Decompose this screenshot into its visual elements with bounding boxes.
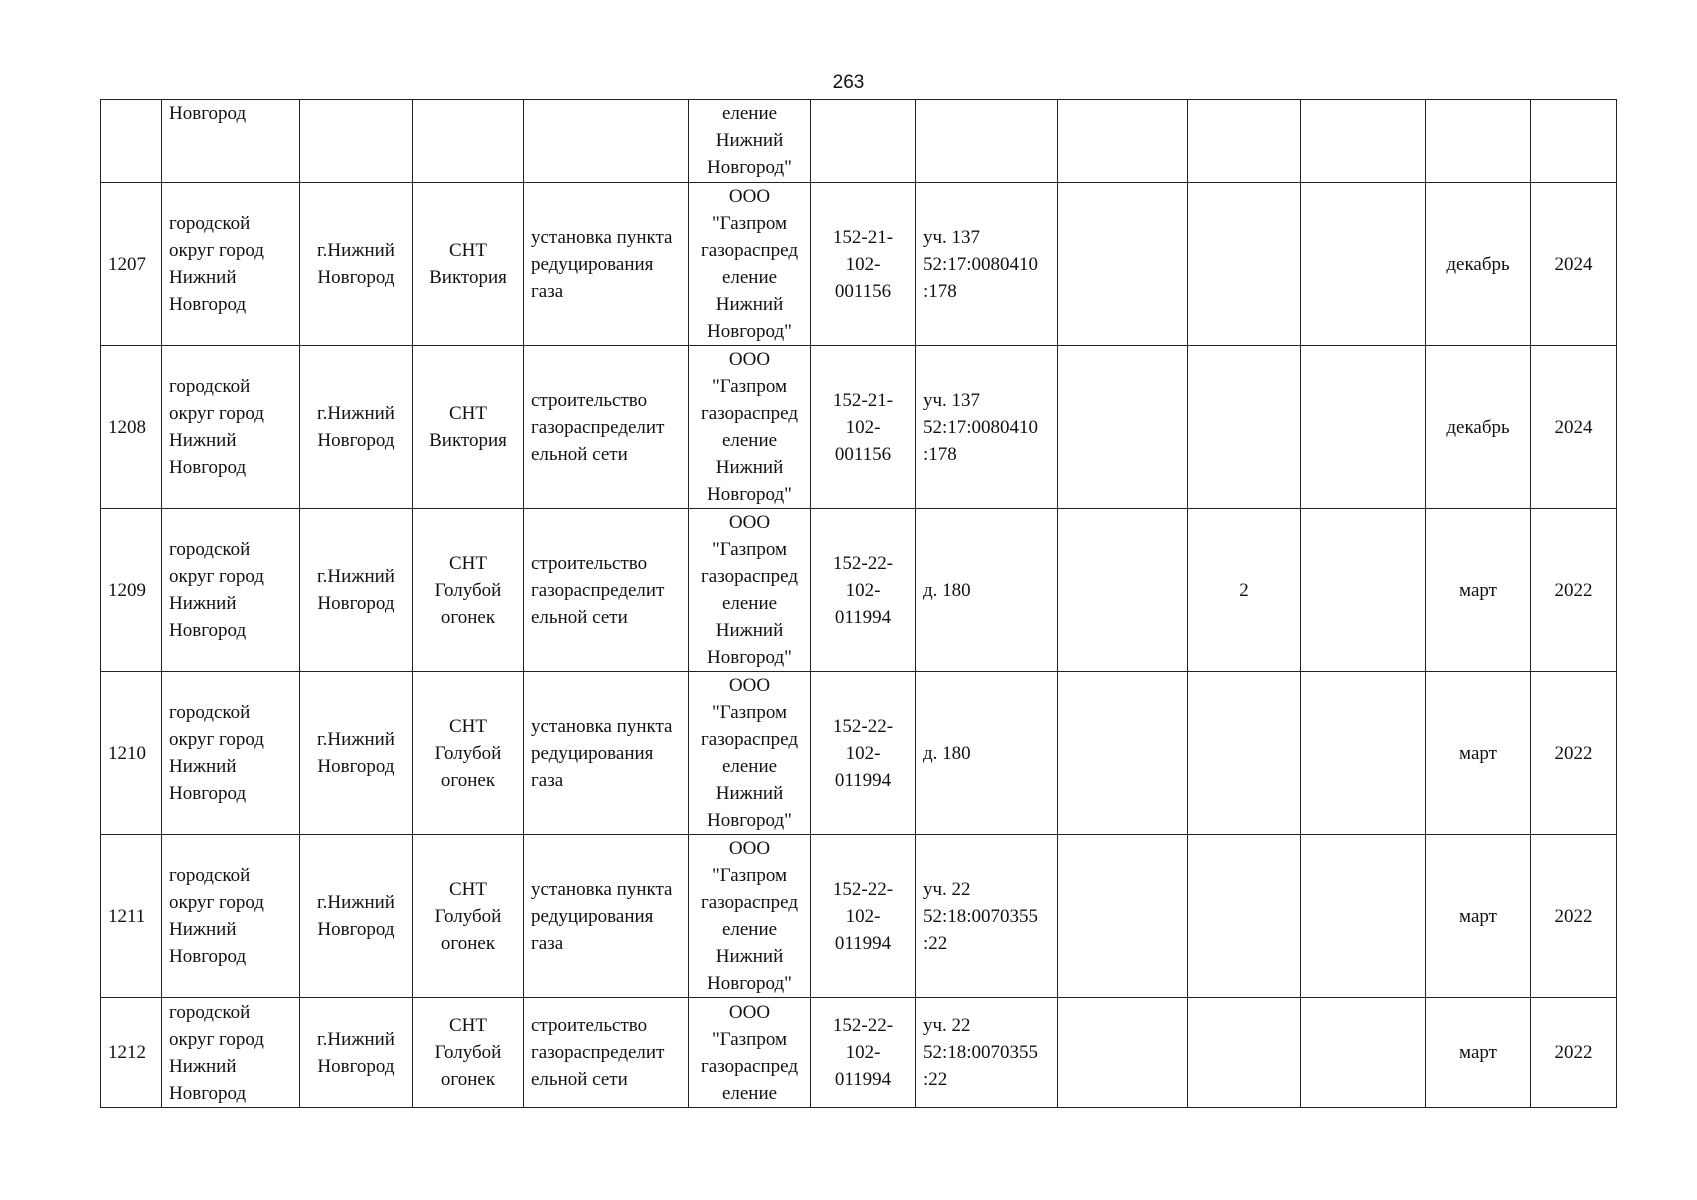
cell-object: СНТ Виктория (413, 183, 524, 346)
cell-col11 (1301, 346, 1426, 509)
cell-object: СНТ Виктория (413, 346, 524, 509)
cell-address: уч. 22 52:18:0070355 :22 (916, 998, 1058, 1108)
table-row-continuation (101, 100, 1617, 183)
cell-tu-number: 152-22-102-011994 (811, 509, 916, 672)
cell-col9 (1058, 509, 1188, 672)
cell-address (916, 100, 1058, 183)
cell-month (1426, 100, 1531, 183)
cell-col11 (1301, 998, 1426, 1108)
cell-work: строительство газораспределит ельной сети (524, 346, 689, 509)
table-rows (101, 183, 1617, 1108)
cell-object: СНТ Голубой огонек (413, 998, 524, 1108)
cell-col10 (1188, 835, 1301, 998)
cell-col9 (1058, 835, 1188, 998)
cell-object (413, 100, 524, 183)
cell-col9 (1058, 672, 1188, 835)
cell-year: 2022 (1531, 835, 1617, 998)
cell-col11 (1301, 183, 1426, 346)
cell-work: установка пункта редуцирования газа (524, 672, 689, 835)
cell-col11 (1301, 835, 1426, 998)
cell-month: март (1426, 835, 1531, 998)
table-row (101, 509, 1617, 672)
cell-address: уч. 137 52:17:0080410 :178 (916, 346, 1058, 509)
cell-district: городской округ город Нижний Новгород (162, 509, 300, 672)
cell-city: г.Нижний Новгород (300, 998, 413, 1108)
cell-col9 (1058, 346, 1188, 509)
cell-work: строительство газораспределит ельной сети (524, 998, 689, 1108)
cell-district: городской округ город Нижний Новгород (162, 346, 300, 509)
cell-district: Новгород (162, 100, 300, 183)
cell-organization: ООО "Газпром газораспред еление Нижний Новгород" (689, 346, 811, 509)
cell-organization: ООО "Газпром газораспред еление Нижний Новгород" (689, 183, 811, 346)
cell-col9 (1058, 100, 1188, 183)
cell-address: д. 180 (916, 672, 1058, 835)
cell-col10 (1188, 346, 1301, 509)
cell-year: 2022 (1531, 672, 1617, 835)
cell-tu-number: 152-22-102-011994 (811, 998, 916, 1108)
cell-col10 (1188, 998, 1301, 1108)
cell-address: д. 180 (916, 509, 1058, 672)
cell-organization: ООО "Газпром газораспред еление Нижний Новгород" (689, 672, 811, 835)
cell-col9 (1058, 998, 1188, 1108)
cell-organization: ООО "Газпром газораспред еление Нижний Новгород" (689, 835, 811, 998)
cell-col11 (1301, 100, 1426, 183)
cell-num: 1211 (101, 835, 162, 998)
cell-work (524, 100, 689, 183)
cell-object: СНТ Голубой огонек (413, 672, 524, 835)
cell-district: городской округ город Нижний Новгород (162, 998, 300, 1108)
cell-col10: 2 (1188, 509, 1301, 672)
cell-tu-number: 152-22-102-011994 (811, 835, 916, 998)
cell-tu-number: 152-21-102-001156 (811, 183, 916, 346)
cell-month: декабрь (1426, 183, 1531, 346)
cell-month: март (1426, 509, 1531, 672)
cell-col10 (1188, 672, 1301, 835)
cell-col9 (1058, 183, 1188, 346)
cell-num (101, 100, 162, 183)
cell-month: декабрь (1426, 346, 1531, 509)
table-row (101, 998, 1617, 1108)
cell-num: 1208 (101, 346, 162, 509)
table-row (101, 672, 1617, 835)
cell-tu-number: 152-22-102-011994 (811, 672, 916, 835)
cell-work: строительство газораспределит ельной сети (524, 509, 689, 672)
cell-work: установка пункта редуцирования газа (524, 835, 689, 998)
cell-district: городской округ город Нижний Новгород (162, 183, 300, 346)
cell-city: г.Нижний Новгород (300, 509, 413, 672)
cell-organization: ООО "Газпром газораспред еление Нижний Новгород" (689, 509, 811, 672)
table-row (101, 346, 1617, 509)
cell-tu-number (811, 100, 916, 183)
cell-num: 1210 (101, 672, 162, 835)
cell-year: 2022 (1531, 509, 1617, 672)
cell-city: г.Нижний Новгород (300, 672, 413, 835)
cell-num: 1212 (101, 998, 162, 1108)
cell-city: г.Нижний Новгород (300, 183, 413, 346)
cell-col11 (1301, 672, 1426, 835)
cell-organization: еление Нижний Новгород" (689, 100, 811, 183)
cell-col10 (1188, 183, 1301, 346)
cell-year: 2024 (1531, 183, 1617, 346)
cell-district: городской округ город Нижний Новгород (162, 835, 300, 998)
cell-object: СНТ Голубой огонек (413, 835, 524, 998)
cell-year (1531, 100, 1617, 183)
cell-city: г.Нижний Новгород (300, 346, 413, 509)
cell-month: март (1426, 998, 1531, 1108)
cell-city: г.Нижний Новгород (300, 835, 413, 998)
cell-year: 2022 (1531, 998, 1617, 1108)
cell-work: установка пункта редуцирования газа (524, 183, 689, 346)
cell-address: уч. 137 52:17:0080410 :178 (916, 183, 1058, 346)
cell-year: 2024 (1531, 346, 1617, 509)
cell-col10 (1188, 100, 1301, 183)
cell-num: 1207 (101, 183, 162, 346)
page-number: 263 (832, 72, 865, 93)
cell-organization: ООО "Газпром газораспред еление (689, 998, 811, 1108)
cell-object: СНТ Голубой огонек (413, 509, 524, 672)
table-row (101, 183, 1617, 346)
cell-col11 (1301, 509, 1426, 672)
register-table (100, 99, 1617, 1108)
cell-city (300, 100, 413, 183)
cell-month: март (1426, 672, 1531, 835)
cell-district: городской округ город Нижний Новгород (162, 672, 300, 835)
cell-tu-number: 152-21-102-001156 (811, 346, 916, 509)
table-row (101, 835, 1617, 998)
cell-num: 1209 (101, 509, 162, 672)
cell-address: уч. 22 52:18:0070355 :22 (916, 835, 1058, 998)
